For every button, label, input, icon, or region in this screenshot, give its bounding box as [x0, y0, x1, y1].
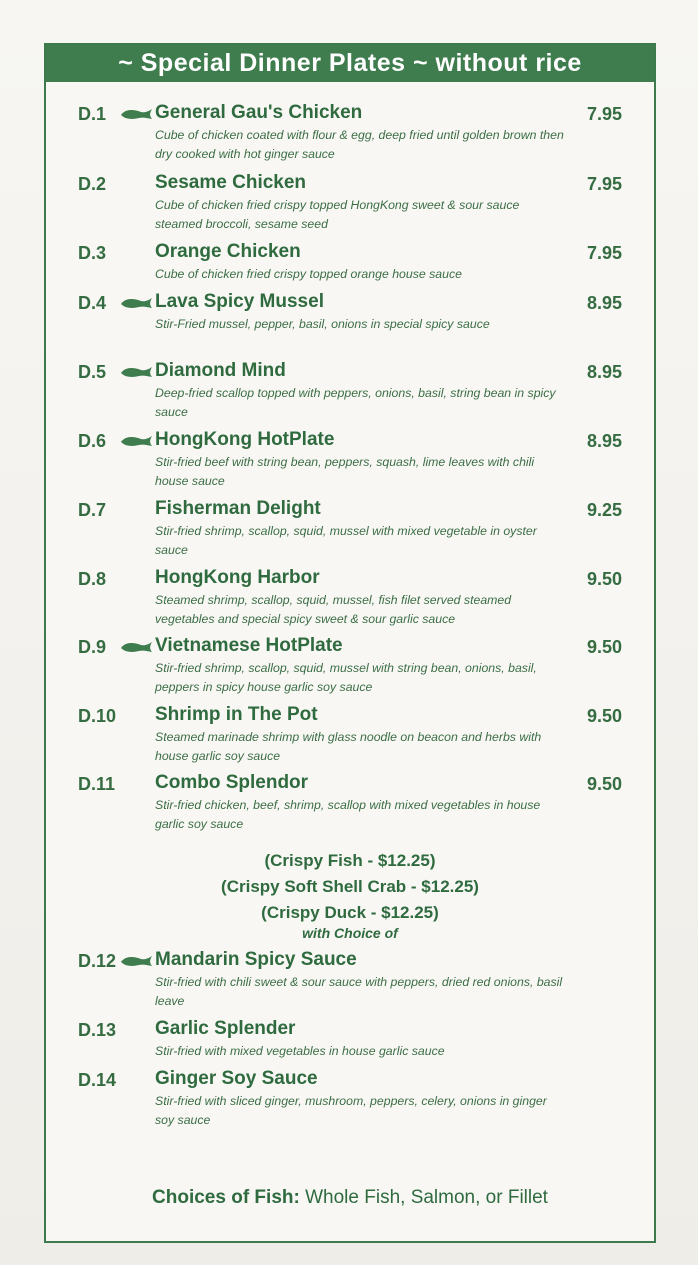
item-code: D.4 [78, 293, 107, 313]
item-description: Stir-fried chicken, beef, shrimp, scallop with mixed vegetables in house garlic soy sauce [155, 798, 541, 831]
item-name: Ginger Soy Sauce [155, 1068, 318, 1089]
item-description: Steamed marinade shrimp with glass noodle on beacon and herbs with house garlic soy sauce [155, 730, 542, 763]
item-name: Sesame Chicken [155, 172, 307, 193]
item-description: Stir-fried with sliced ginger, mushroom, peppers, celery, onions in ginger soy sauce [155, 1094, 547, 1127]
item-description: Stir-fried with mixed vegetables in house garlic sauce [155, 1044, 445, 1058]
item-name: Combo Splendor [155, 772, 309, 793]
item-description: Cube of chicken fried crispy topped HongKong sweet & sour sauce steamed broccoli, sesame seed [155, 198, 520, 231]
item-price: 8.95 [586, 293, 622, 313]
pepper-icon [119, 296, 153, 310]
crispy-fish-line: (Crispy Fish - $12.25) [264, 851, 436, 870]
item-price: 9.50 [586, 774, 622, 794]
item-code: D.10 [78, 706, 117, 726]
pepper-icon [119, 640, 153, 654]
pepper-icon [119, 434, 153, 448]
section-header: ~ Special Dinner Plates ~ without rice [46, 45, 654, 82]
item-price: 9.50 [586, 637, 622, 657]
item-name: Shrimp in The Pot [155, 704, 318, 725]
crispy-duck-line: (Crispy Duck - $12.25) [261, 903, 439, 922]
pepper-icon [119, 365, 153, 379]
item-description: Stir-Fried mussel, pepper, basil, onions in special spicy sauce [155, 317, 490, 331]
fish-choices-line [46, 1187, 654, 1209]
crispy-crab-line: (Crispy Soft Shell Crab - $12.25) [221, 877, 479, 896]
with-choice-label: with Choice of [302, 925, 398, 941]
item-code: D.2 [78, 174, 107, 194]
item-description: Stir-fried beef with string bean, peppers, squash, lime leaves with chili house sauce [155, 455, 535, 488]
item-description: Deep-fried scallop topped with peppers, onions, basil, string bean in spicy sauce [155, 386, 556, 419]
item-name: Orange Chicken [155, 241, 301, 262]
pepper-icon [119, 107, 153, 121]
item-price: 7.95 [586, 174, 622, 194]
item-code: D.3 [78, 243, 107, 263]
item-code: D.7 [78, 500, 107, 520]
item-description: Cube of chicken coated with flour & egg, deep fried until golden brown then dry cooked with hot ginger sauce [155, 128, 564, 161]
item-price: 9.25 [586, 500, 622, 520]
item-code: D.9 [78, 637, 107, 657]
item-code: D.11 [78, 774, 116, 794]
item-code: D.14 [78, 1070, 117, 1090]
item-description: Stir-fried shrimp, scallop, squid, mussel with mixed vegetable in oyster sauce [155, 524, 537, 557]
fish-choices-label: Choices of Fish: [152, 1187, 300, 1208]
item-code: D.5 [78, 362, 107, 382]
item-name: Diamond Mind [155, 360, 286, 381]
item-name: Lava Spicy Mussel [155, 291, 324, 312]
menu-panel [44, 43, 656, 1243]
pepper-icon [119, 954, 153, 968]
fish-choices-text: Whole Fish, Salmon, or Fillet [299, 1187, 548, 1208]
item-name: HongKong Harbor [155, 567, 320, 588]
item-code: D.8 [78, 569, 107, 589]
item-price: 9.50 [586, 569, 622, 589]
item-price: 8.95 [586, 362, 622, 382]
item-name: General Gau's Chicken [155, 102, 363, 123]
item-code: D.12 [78, 951, 117, 971]
item-description: Steamed shrimp, scallop, squid, mussel, fish filet served steamed vegetables and special spicy sweet & sour garlic sauce [155, 593, 512, 626]
item-description: Stir-fried with chili sweet & sour sauce with peppers, dried red onions, basil leave [155, 975, 563, 1008]
item-price: 8.95 [586, 431, 622, 451]
item-name: HongKong HotPlate [155, 429, 335, 450]
item-price: 7.95 [586, 104, 622, 124]
item-code: D.6 [78, 431, 107, 451]
item-name: Fisherman Delight [155, 498, 321, 519]
item-code: D.1 [78, 104, 107, 124]
item-price: 7.95 [586, 243, 622, 263]
item-price: 9.50 [586, 706, 622, 726]
item-name: Garlic Splender [155, 1018, 296, 1039]
item-description: Stir-fried shrimp, scallop, squid, mussel with string bean, onions, basil, peppers in spicy house garlic soy sauce [155, 661, 537, 694]
item-name: Vietnamese HotPlate [155, 635, 343, 656]
item-name: Mandarin Spicy Sauce [155, 949, 357, 970]
item-code: D.13 [78, 1020, 117, 1040]
item-description: Cube of chicken fried crispy topped orange house sauce [155, 267, 462, 281]
